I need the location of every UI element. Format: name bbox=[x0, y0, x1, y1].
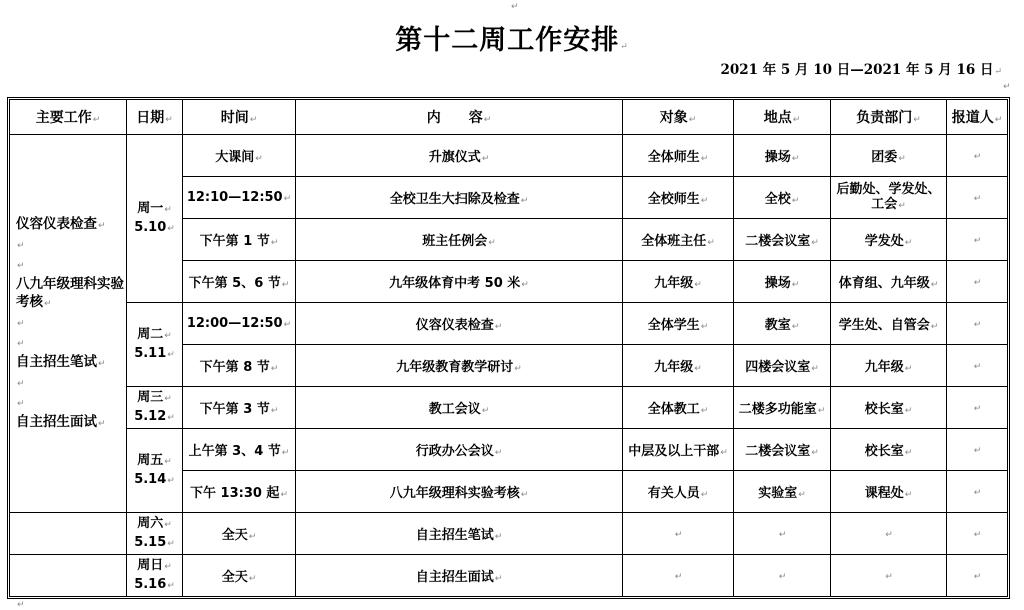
time-cell: 上午第 3、4 节↵ bbox=[183, 429, 296, 471]
paragraph-mark: ↵ bbox=[885, 530, 893, 540]
paragraph-mark: ↵ bbox=[17, 398, 25, 409]
target-cell: 九年级↵ bbox=[623, 345, 734, 387]
header-cell-reporter: 报道人↵ bbox=[947, 100, 1008, 135]
reporter-cell bbox=[947, 261, 1008, 303]
header-row bbox=[10, 100, 1008, 135]
paragraph-mark: ↵ bbox=[811, 238, 819, 248]
reporter-cell bbox=[947, 513, 1008, 555]
table-row bbox=[10, 555, 1008, 597]
paragraph-mark: ↵ bbox=[791, 322, 800, 332]
day-cell: 周二↵ 5.11↵ bbox=[127, 303, 183, 387]
paragraph-mark: ↵ bbox=[811, 364, 819, 374]
time-cell: 大课间↵ bbox=[183, 135, 296, 177]
paragraph-mark: ↵ bbox=[792, 115, 801, 125]
paragraph-mark: ↵ bbox=[798, 490, 806, 500]
paragraph-mark: ↵ bbox=[494, 574, 503, 584]
main-work-cell bbox=[10, 135, 127, 513]
paragraph-mark: ↵ bbox=[694, 364, 702, 374]
paragraph-mark: ↵ bbox=[904, 364, 913, 374]
header-cell-place: 地点↵ bbox=[734, 100, 831, 135]
reporter-cell bbox=[947, 303, 1008, 345]
paragraph-mark: ↵ bbox=[164, 330, 172, 341]
paragraph-mark: ↵ bbox=[778, 530, 787, 540]
header-cell-content: 内 容↵ bbox=[296, 100, 623, 135]
paragraph-mark: ↵ bbox=[811, 448, 819, 458]
dept-cell: 九年级↵ bbox=[831, 345, 947, 387]
main-work-item: 八九年级理科实验考核↵ bbox=[16, 275, 124, 310]
paragraph-mark: ↵ bbox=[700, 406, 709, 416]
target-cell: 有关人员↵ bbox=[623, 471, 734, 513]
paragraph-mark: ↵ bbox=[778, 572, 787, 582]
paragraph-mark: ↵ bbox=[973, 236, 982, 246]
paragraph-mark: ↵ bbox=[994, 115, 1003, 125]
paragraph-mark: ↵ bbox=[700, 322, 709, 332]
paragraph-mark: ↵ bbox=[167, 223, 175, 234]
paragraph-mark: ↵ bbox=[494, 532, 503, 542]
paragraph-mark: ↵ bbox=[280, 490, 288, 500]
paragraph-mark: ↵ bbox=[791, 196, 800, 206]
page-title: 第十二周工作安排↵ bbox=[395, 25, 629, 56]
content-cell: 升旗仪式↵ bbox=[296, 135, 623, 177]
table-row bbox=[10, 429, 1008, 471]
paragraph-mark: ↵ bbox=[283, 320, 292, 330]
paragraph-mark: ↵ bbox=[44, 298, 52, 309]
reporter-cell bbox=[947, 135, 1008, 177]
content-cell: 全校卫生大扫除及检查↵ bbox=[296, 177, 623, 219]
reporter-cell bbox=[947, 345, 1008, 387]
day-cell: 周五↵ 5.14↵ bbox=[127, 429, 183, 513]
target-cell: 全校师生↵ bbox=[623, 177, 734, 219]
paragraph-mark: ↵ bbox=[511, 2, 519, 12]
dept-cell: 后勤处、学发处、工会↵ bbox=[831, 177, 947, 219]
reporter-cell bbox=[947, 429, 1008, 471]
place-cell bbox=[734, 555, 831, 597]
day-cell: 周六↵ 5.15↵ bbox=[127, 513, 183, 555]
table-row bbox=[10, 387, 1008, 429]
time-cell: 下午 13:30 起↵ bbox=[183, 471, 296, 513]
reporter-cell bbox=[947, 555, 1008, 597]
reporter-cell bbox=[947, 387, 1008, 429]
paragraph-mark: ↵ bbox=[520, 196, 529, 206]
paragraph-mark: ↵ bbox=[817, 406, 826, 416]
paragraph-mark: ↵ bbox=[248, 532, 257, 542]
paragraph-mark: ↵ bbox=[270, 364, 279, 374]
dept-cell bbox=[831, 513, 947, 555]
header-cell-dept: 负责部门↵ bbox=[831, 100, 947, 135]
dept-cell: 课程处↵ bbox=[831, 471, 947, 513]
paragraph-mark: ↵ bbox=[700, 154, 709, 164]
dept-cell: 校长室↵ bbox=[831, 387, 947, 429]
place-cell: 二楼会议室↵ bbox=[734, 219, 831, 261]
main-work-item bbox=[16, 235, 124, 255]
dept-cell: 学发处↵ bbox=[831, 219, 947, 261]
place-cell: 二楼会议室↵ bbox=[734, 429, 831, 471]
table-row bbox=[10, 303, 1008, 345]
paragraph-mark: ↵ bbox=[994, 67, 1002, 77]
time-cell: 12:10—12:50↵ bbox=[183, 177, 296, 219]
paragraph-mark: ↵ bbox=[930, 322, 939, 332]
paragraph-mark: ↵ bbox=[164, 456, 172, 467]
paragraph-mark: ↵ bbox=[913, 115, 921, 125]
paragraph-mark: ↵ bbox=[930, 280, 939, 290]
content-cell: 教工会议↵ bbox=[296, 387, 623, 429]
paragraph-mark: ↵ bbox=[973, 572, 982, 582]
dept-cell: 团委↵ bbox=[831, 135, 947, 177]
target-cell bbox=[623, 513, 734, 555]
main-work-cell-empty bbox=[10, 555, 127, 597]
main-work-item: 仪容仪表检查↵ bbox=[16, 215, 106, 232]
paragraph-mark: ↵ bbox=[694, 280, 702, 290]
header-cell-time: 时间↵ bbox=[183, 100, 296, 135]
paragraph-mark: ↵ bbox=[791, 154, 800, 164]
dept-cell: 学生处、自管会↵ bbox=[831, 303, 947, 345]
place-cell: 全校↵ bbox=[734, 177, 831, 219]
paragraph-mark: ↵ bbox=[521, 280, 529, 290]
place-cell: 二楼多功能室↵ bbox=[734, 387, 831, 429]
paragraph-mark: ↵ bbox=[700, 196, 709, 206]
target-cell: 九年级↵ bbox=[623, 261, 734, 303]
paragraph-mark: ↵ bbox=[481, 406, 490, 416]
paragraph-mark: ↵ bbox=[17, 240, 25, 251]
target-cell: 全体教工↵ bbox=[623, 387, 734, 429]
content-cell: 班主任例会↵ bbox=[296, 219, 623, 261]
paragraph-mark: ↵ bbox=[973, 152, 982, 162]
paragraph-mark: ↵ bbox=[17, 338, 25, 349]
header-cell-date: 日期↵ bbox=[127, 100, 183, 135]
time-cell: 全天↵ bbox=[183, 513, 296, 555]
paragraph-mark: ↵ bbox=[674, 530, 683, 540]
main-work-item: 自主招生笔试↵ bbox=[16, 353, 106, 370]
paragraph-mark: ↵ bbox=[674, 572, 683, 582]
paragraph-mark: ↵ bbox=[167, 580, 175, 591]
table-row bbox=[10, 513, 1008, 555]
paragraph-mark: ↵ bbox=[620, 42, 629, 52]
dept-cell: 校长室↵ bbox=[831, 429, 947, 471]
place-cell bbox=[734, 513, 831, 555]
main-work-item bbox=[16, 313, 124, 333]
paragraph-mark: ↵ bbox=[164, 561, 172, 572]
paragraph-mark: ↵ bbox=[17, 378, 25, 389]
table-row bbox=[10, 135, 1008, 177]
paragraph-mark: ↵ bbox=[973, 404, 982, 414]
paragraph-mark: ↵ bbox=[164, 393, 172, 404]
paragraph-mark: ↵ bbox=[791, 280, 800, 290]
dept-cell: 体育组、九年级↵ bbox=[831, 261, 947, 303]
paragraph-mark: ↵ bbox=[885, 572, 893, 582]
paragraph-mark: ↵ bbox=[17, 260, 25, 271]
dept-cell bbox=[831, 555, 947, 597]
paragraph-mark: ↵ bbox=[904, 448, 913, 458]
paragraph-mark: ↵ bbox=[167, 412, 175, 423]
paragraph-mark: ↵ bbox=[249, 115, 258, 125]
schedule-table-frame bbox=[7, 97, 1010, 599]
paragraph-mark: ↵ bbox=[270, 406, 279, 416]
paragraph-mark: ↵ bbox=[164, 519, 172, 530]
paragraph-mark: ↵ bbox=[98, 220, 106, 231]
reporter-cell bbox=[947, 219, 1008, 261]
place-cell: 四楼会议室↵ bbox=[734, 345, 831, 387]
paragraph-mark: ↵ bbox=[270, 238, 279, 248]
time-cell: 下午第 8 节↵ bbox=[183, 345, 296, 387]
paragraph-mark: ↵ bbox=[973, 278, 982, 288]
paragraph-mark: ↵ bbox=[973, 446, 982, 456]
paragraph-mark: ↵ bbox=[898, 200, 906, 211]
time-cell: 下午第 3 节↵ bbox=[183, 387, 296, 429]
place-cell: 操场↵ bbox=[734, 135, 831, 177]
paragraph-mark: ↵ bbox=[255, 154, 263, 164]
paragraph-mark: ↵ bbox=[973, 362, 982, 372]
paragraph-mark: ↵ bbox=[92, 115, 101, 125]
paragraph-mark: ↵ bbox=[17, 318, 25, 329]
paragraph-mark: ↵ bbox=[98, 418, 106, 429]
paragraph-mark: ↵ bbox=[1003, 82, 1011, 92]
paragraph-mark: ↵ bbox=[164, 204, 172, 215]
paragraph-mark: ↵ bbox=[494, 448, 503, 458]
schedule-table bbox=[9, 99, 1008, 597]
time-cell: 全天↵ bbox=[183, 555, 296, 597]
paragraph-mark: ↵ bbox=[98, 358, 106, 369]
target-cell: 全体学生↵ bbox=[623, 303, 734, 345]
day-cell: 周一↵ 5.10↵ bbox=[127, 135, 183, 303]
paragraph-mark: ↵ bbox=[283, 194, 292, 204]
paragraph-mark: ↵ bbox=[488, 238, 496, 248]
paragraph-mark: ↵ bbox=[514, 364, 522, 374]
paragraph-mark: ↵ bbox=[167, 349, 175, 360]
place-cell: 实验室↵ bbox=[734, 471, 831, 513]
content-cell: 仪容仪表检查↵ bbox=[296, 303, 623, 345]
date-range: 2021 年 5 月 10 日—2021 年 5 月 16 日↵ bbox=[720, 62, 1002, 78]
header-cell-target: 对象↵ bbox=[623, 100, 734, 135]
paragraph-mark: ↵ bbox=[688, 115, 697, 125]
place-cell: 教室↵ bbox=[734, 303, 831, 345]
header-cell-main-work: 主要工作↵ bbox=[10, 100, 127, 135]
paragraph-mark: ↵ bbox=[281, 448, 290, 458]
target-cell: 全体师生↵ bbox=[623, 135, 734, 177]
paragraph-mark: ↵ bbox=[904, 238, 913, 248]
time-cell: 下午第 5、6 节↵ bbox=[183, 261, 296, 303]
paragraph-mark: ↵ bbox=[494, 322, 503, 332]
content-cell: 自主招生面试↵ bbox=[296, 555, 623, 597]
content-cell: 自主招生笔试↵ bbox=[296, 513, 623, 555]
place-cell: 操场↵ bbox=[734, 261, 831, 303]
paragraph-mark: ↵ bbox=[167, 538, 175, 549]
paragraph-mark: ↵ bbox=[973, 530, 982, 540]
paragraph-mark: ↵ bbox=[167, 475, 175, 486]
content-cell: 九年级体育中考 50 米↵ bbox=[296, 261, 623, 303]
paragraph-mark: ↵ bbox=[248, 574, 257, 584]
paragraph-mark: ↵ bbox=[281, 280, 290, 290]
paragraph-mark: ↵ bbox=[483, 115, 492, 125]
reporter-cell bbox=[947, 471, 1008, 513]
content-cell: 八九年级理科实验考核↵ bbox=[296, 471, 623, 513]
paragraph-mark: ↵ bbox=[17, 600, 25, 610]
main-work-cell-empty bbox=[10, 513, 127, 555]
content-cell: 行政办公会议↵ bbox=[296, 429, 623, 471]
target-cell: 中层及以上干部↵ bbox=[623, 429, 734, 471]
time-cell: 下午第 1 节↵ bbox=[183, 219, 296, 261]
content-cell: 九年级教育教学研讨↵ bbox=[296, 345, 623, 387]
main-work-item bbox=[16, 373, 124, 393]
paragraph-mark: ↵ bbox=[973, 194, 982, 204]
main-work-item bbox=[16, 333, 124, 353]
main-work-item bbox=[16, 255, 124, 275]
target-cell bbox=[623, 555, 734, 597]
paragraph-mark: ↵ bbox=[973, 320, 982, 330]
time-cell: 12:00—12:50↵ bbox=[183, 303, 296, 345]
paragraph-mark: ↵ bbox=[700, 490, 709, 500]
main-work-item bbox=[16, 393, 124, 413]
paragraph-mark: ↵ bbox=[904, 490, 913, 500]
paragraph-mark: ↵ bbox=[720, 448, 728, 458]
paragraph-mark: ↵ bbox=[520, 490, 529, 500]
main-work-item: 自主招生面试↵ bbox=[16, 413, 106, 430]
paragraph-mark: ↵ bbox=[481, 154, 490, 164]
day-cell: 周三↵ 5.12↵ bbox=[127, 387, 183, 429]
paragraph-mark: ↵ bbox=[898, 154, 906, 164]
paragraph-mark: ↵ bbox=[707, 238, 715, 248]
reporter-cell bbox=[947, 177, 1008, 219]
paragraph-mark: ↵ bbox=[904, 406, 913, 416]
paragraph-mark: ↵ bbox=[165, 115, 173, 125]
target-cell: 全体班主任↵ bbox=[623, 219, 734, 261]
day-cell: 周日↵ 5.16↵ bbox=[127, 555, 183, 597]
paragraph-mark: ↵ bbox=[973, 488, 982, 498]
